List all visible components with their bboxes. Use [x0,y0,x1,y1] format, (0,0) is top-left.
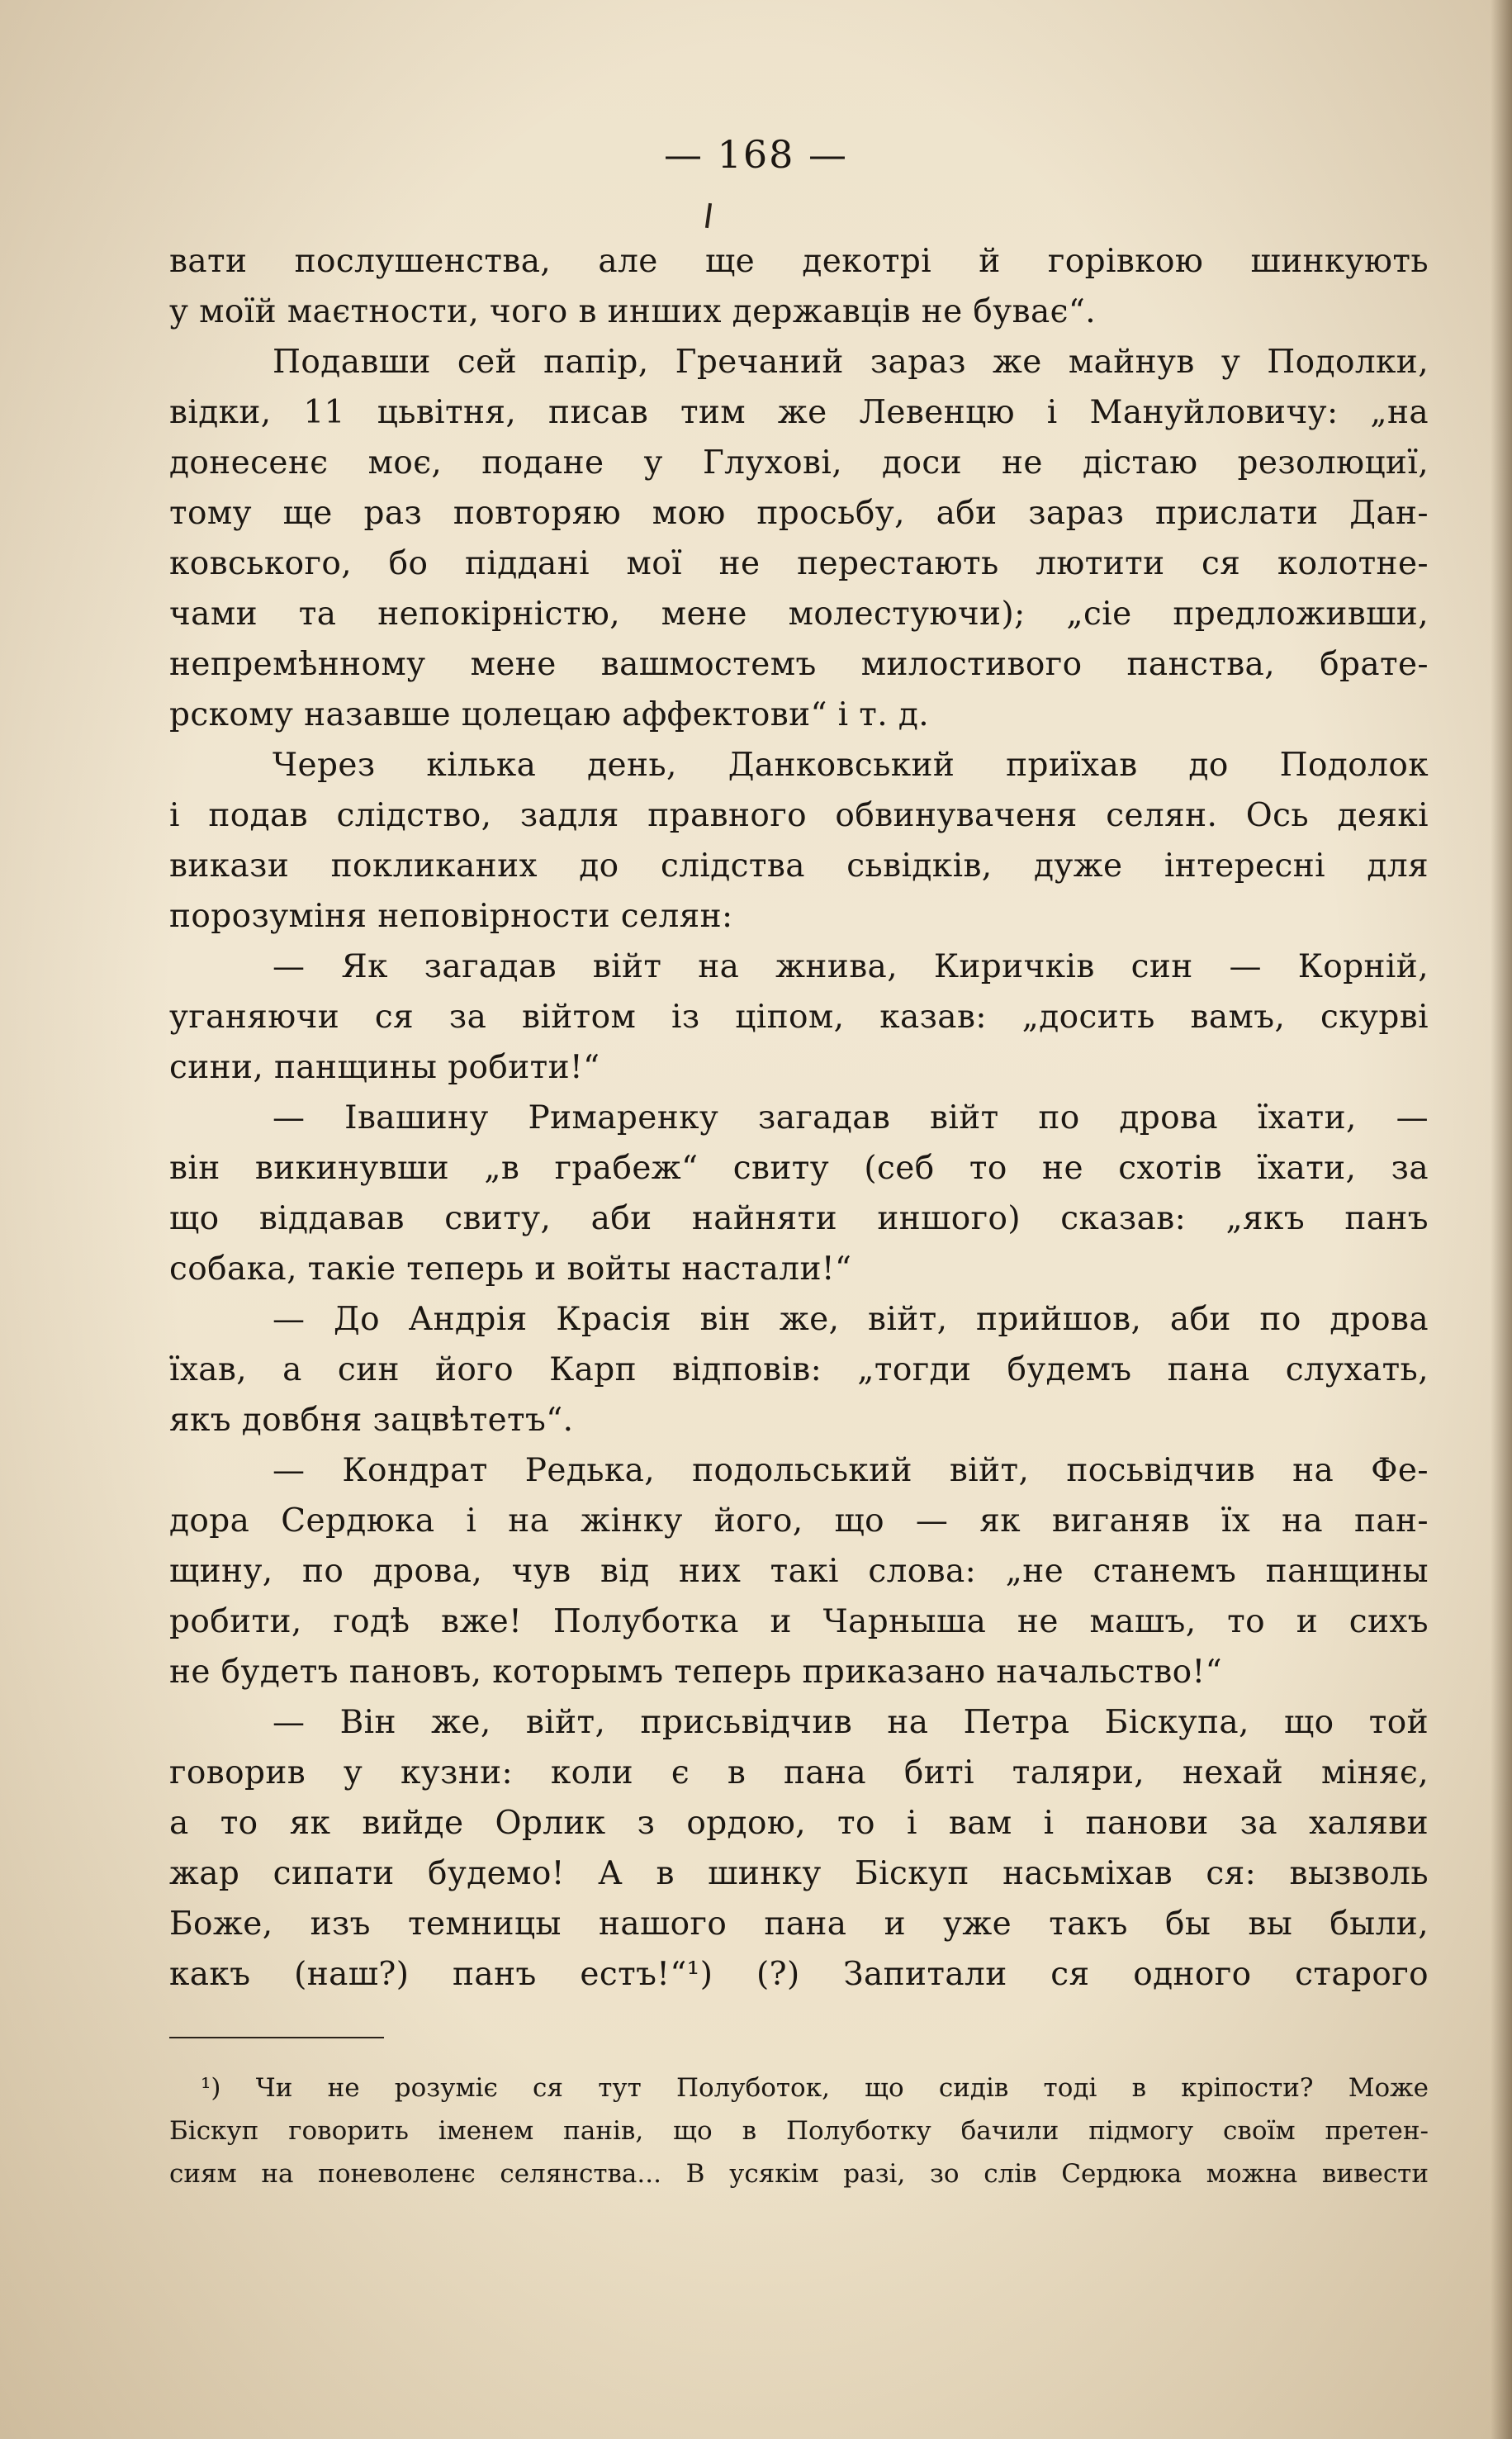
text-line: Боже, изъ темницы нашого пана и уже такъ бы вы были, [169,1905,1429,1943]
text-line: тому ще раз повторяю мою просьбу, аби зараз прислати Дан- [169,495,1429,532]
text-line: викази покликаних до слідства сьвідків, дуже інтересні для [169,847,1429,885]
page-number: — 168 — [663,132,849,177]
text-line: він викинувши „в грабеж“ свиту (себ то не схотів їхати, за [169,1150,1429,1187]
text-line: їхав, а син його Карп відповів: „тогди будемъ пана слухать, [169,1351,1429,1388]
text-line: у моїй маєтности, чого в инших державців не буває“. [169,293,1096,330]
text-line: собака, такіе теперь и войты настали!“ [169,1250,852,1288]
text-line: — Івашину Римаренку загадав війт по дрова їхати, — [273,1099,1429,1136]
text-line: порозуміня неповірности селян: [169,898,733,935]
text-line: робити, годѣ вже! Полуботка и Чарныша не машъ, то и сихъ [169,1603,1429,1640]
text-line: жар сипати будемо! А в шинку Біскуп насьміхав ся: вызволь [169,1855,1429,1892]
text-line: Через кілька день, Данковський приїхав до Подолок [273,747,1429,784]
page-edge-shadow [1491,0,1512,2439]
footnotes [169,2067,1429,2195]
footnote-rule [169,2037,384,2038]
text-line: і подав слідство, задля правного обвинуваченя селян. Ось деякі [169,797,1429,834]
footnote-line: Біскуп говорить іменем панів, що в Полуботку бачили підмогу своїм претен- [169,2116,1429,2146]
text-line: рскому назавше цолецаю аффектови“ і т. д. [169,696,930,733]
text-line: сини, панщины робити!“ [169,1049,600,1086]
footnote-line: ¹) Чи не розуміє ся тут Полуботок, що сидів тоді в кріпости? Може [201,2073,1429,2103]
text-line: уганяючи ся за війтом із ціпом, казав: „досить вамъ, скурві [169,999,1429,1036]
text-line: — До Андрія Красія він же, війт, прийшов, аби по дрова [273,1301,1429,1338]
text-line: відки, 11 цьвітня, писав тим же Левенцю і Мануйловичу: „на [169,394,1429,431]
text-line: донесенє моє, подане у Глухові, доси не дістаю резолюциї, [169,444,1429,482]
text-line: не будетъ пановъ, которымъ теперь приказано начальство!“ [169,1654,1222,1691]
footnote-line: сиям на поневоленє селянства... В усякім разі, зо слів Сердюка можна вивести [169,2159,1429,2189]
text-line: вати послушенства, але ще декотрі й горівкою шинкують [169,243,1429,280]
text-line: а то як вийде Орлик з ордою, то і вам і панови за халяви [169,1805,1429,1842]
text-line: що віддавав свиту, аби найняти иншого) сказав: „якъ панъ [169,1200,1429,1237]
text-line: якъ довбня зацвѣтетъ“. [169,1402,574,1439]
text-line: дора Сердюка і на жінку його, що — як виганяв їх на пан- [169,1502,1429,1540]
text-line: говорив у кузни: коли є в пана биті таляри, нехай міняє, [169,1754,1429,1791]
stray-mark [705,203,712,228]
text-line: — Він же, війт, присьвідчив на Петра Біскупа, що той [273,1704,1429,1741]
text-line: щину, по дрова, чув від них такі слова: „не станемъ панщины [169,1553,1429,1590]
text-line: Подавши сей папір, Гречаний зараз же майнув у Подолки, [273,344,1429,381]
text-line: — Кондрат Редька, подольський війт, посьвідчив на Фе- [273,1452,1429,1489]
body-text [169,236,1429,2000]
text-line: какъ (наш?) панъ естъ!“¹) (?) Запитали ся одного старого [169,1956,1429,1993]
text-line: ковського, бо піддані мої не перестають лютити ся колотне- [169,545,1429,582]
text-line: — Як загадав війт на жнива, Киричків син — Корній, [273,948,1429,985]
text-line: чами та непокірністю, мене молестуючи); „сіе предложивши, [169,596,1429,633]
text-line: непремѣнному мене вашмостемъ милостивого панства, брате- [169,646,1429,683]
